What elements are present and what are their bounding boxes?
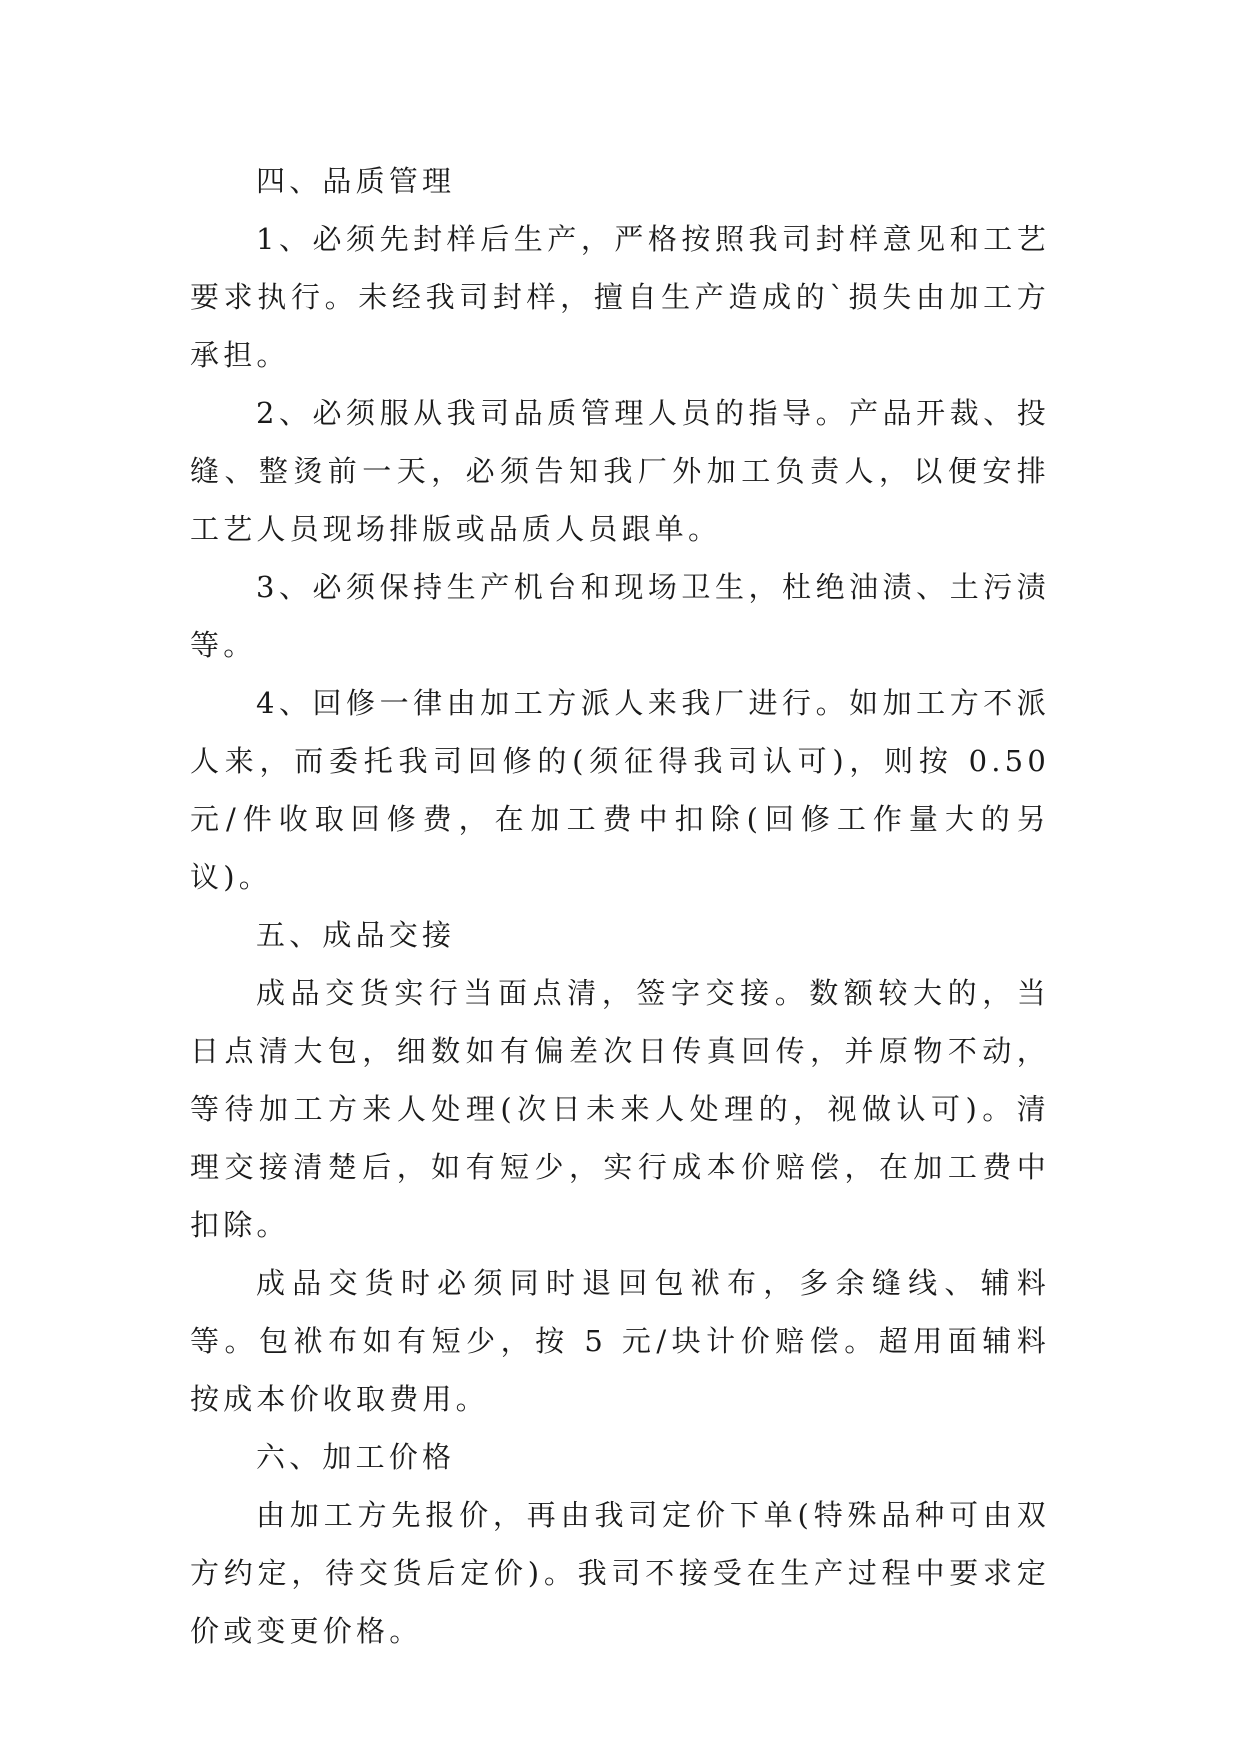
- paragraph-price-1: 由加工方先报价，再由我司定价下单(特殊品种可由双方约定，待交货后定价)。我司不接受在生产过程中要求定价或变更价格。: [190, 1498, 1050, 1648]
- paragraph-handover-2: 成品交货时必须同时退回包袱布，多余缝线、辅料等。包袱布如有短少，按 5 元/块计价赔偿。超用面辅料按成本价收取费用。: [190, 1266, 1050, 1416]
- paragraph-handover-1: 成品交货实行当面点清，签字交接。数额较大的，当日点清大包，细数如有偏差次日传真回传，并原物不动，等待加工方来人处理(次日未来人处理的，视做认可)。清理交接清楚后，如有短少，实行成本价赔偿，在加工费中扣除。: [190, 976, 1050, 1242]
- paragraph-quality-2: 2、必须服从我司品质管理人员的指导。产品开裁、投缝、整烫前一天，必须告知我厂外加工负责人，以便安排工艺人员现场排版或品质人员跟单。: [190, 396, 1050, 546]
- document-page: [190, 152, 1050, 1660]
- paragraph-quality-3: 3、必须保持生产机台和现场卫生，杜绝油渍、土污渍等。: [190, 570, 1050, 662]
- section-heading-handover: 五、成品交接: [256, 918, 456, 952]
- section-heading-price: 六、加工价格: [256, 1440, 456, 1474]
- paragraph-quality-4: 4、回修一律由加工方派人来我厂进行。如加工方不派人来，而委托我司回修的(须征得我司认可)，则按 0.50 元/件收取回修费，在加工费中扣除(回修工作量大的另议)。: [190, 686, 1050, 894]
- section-heading-quality: 四、品质管理: [256, 164, 456, 198]
- paragraph-quality-1: 1、必须先封样后生产，严格按照我司封样意见和工艺要求执行。未经我司封样，擅自生产造成的`损失由加工方承担。: [190, 222, 1050, 372]
